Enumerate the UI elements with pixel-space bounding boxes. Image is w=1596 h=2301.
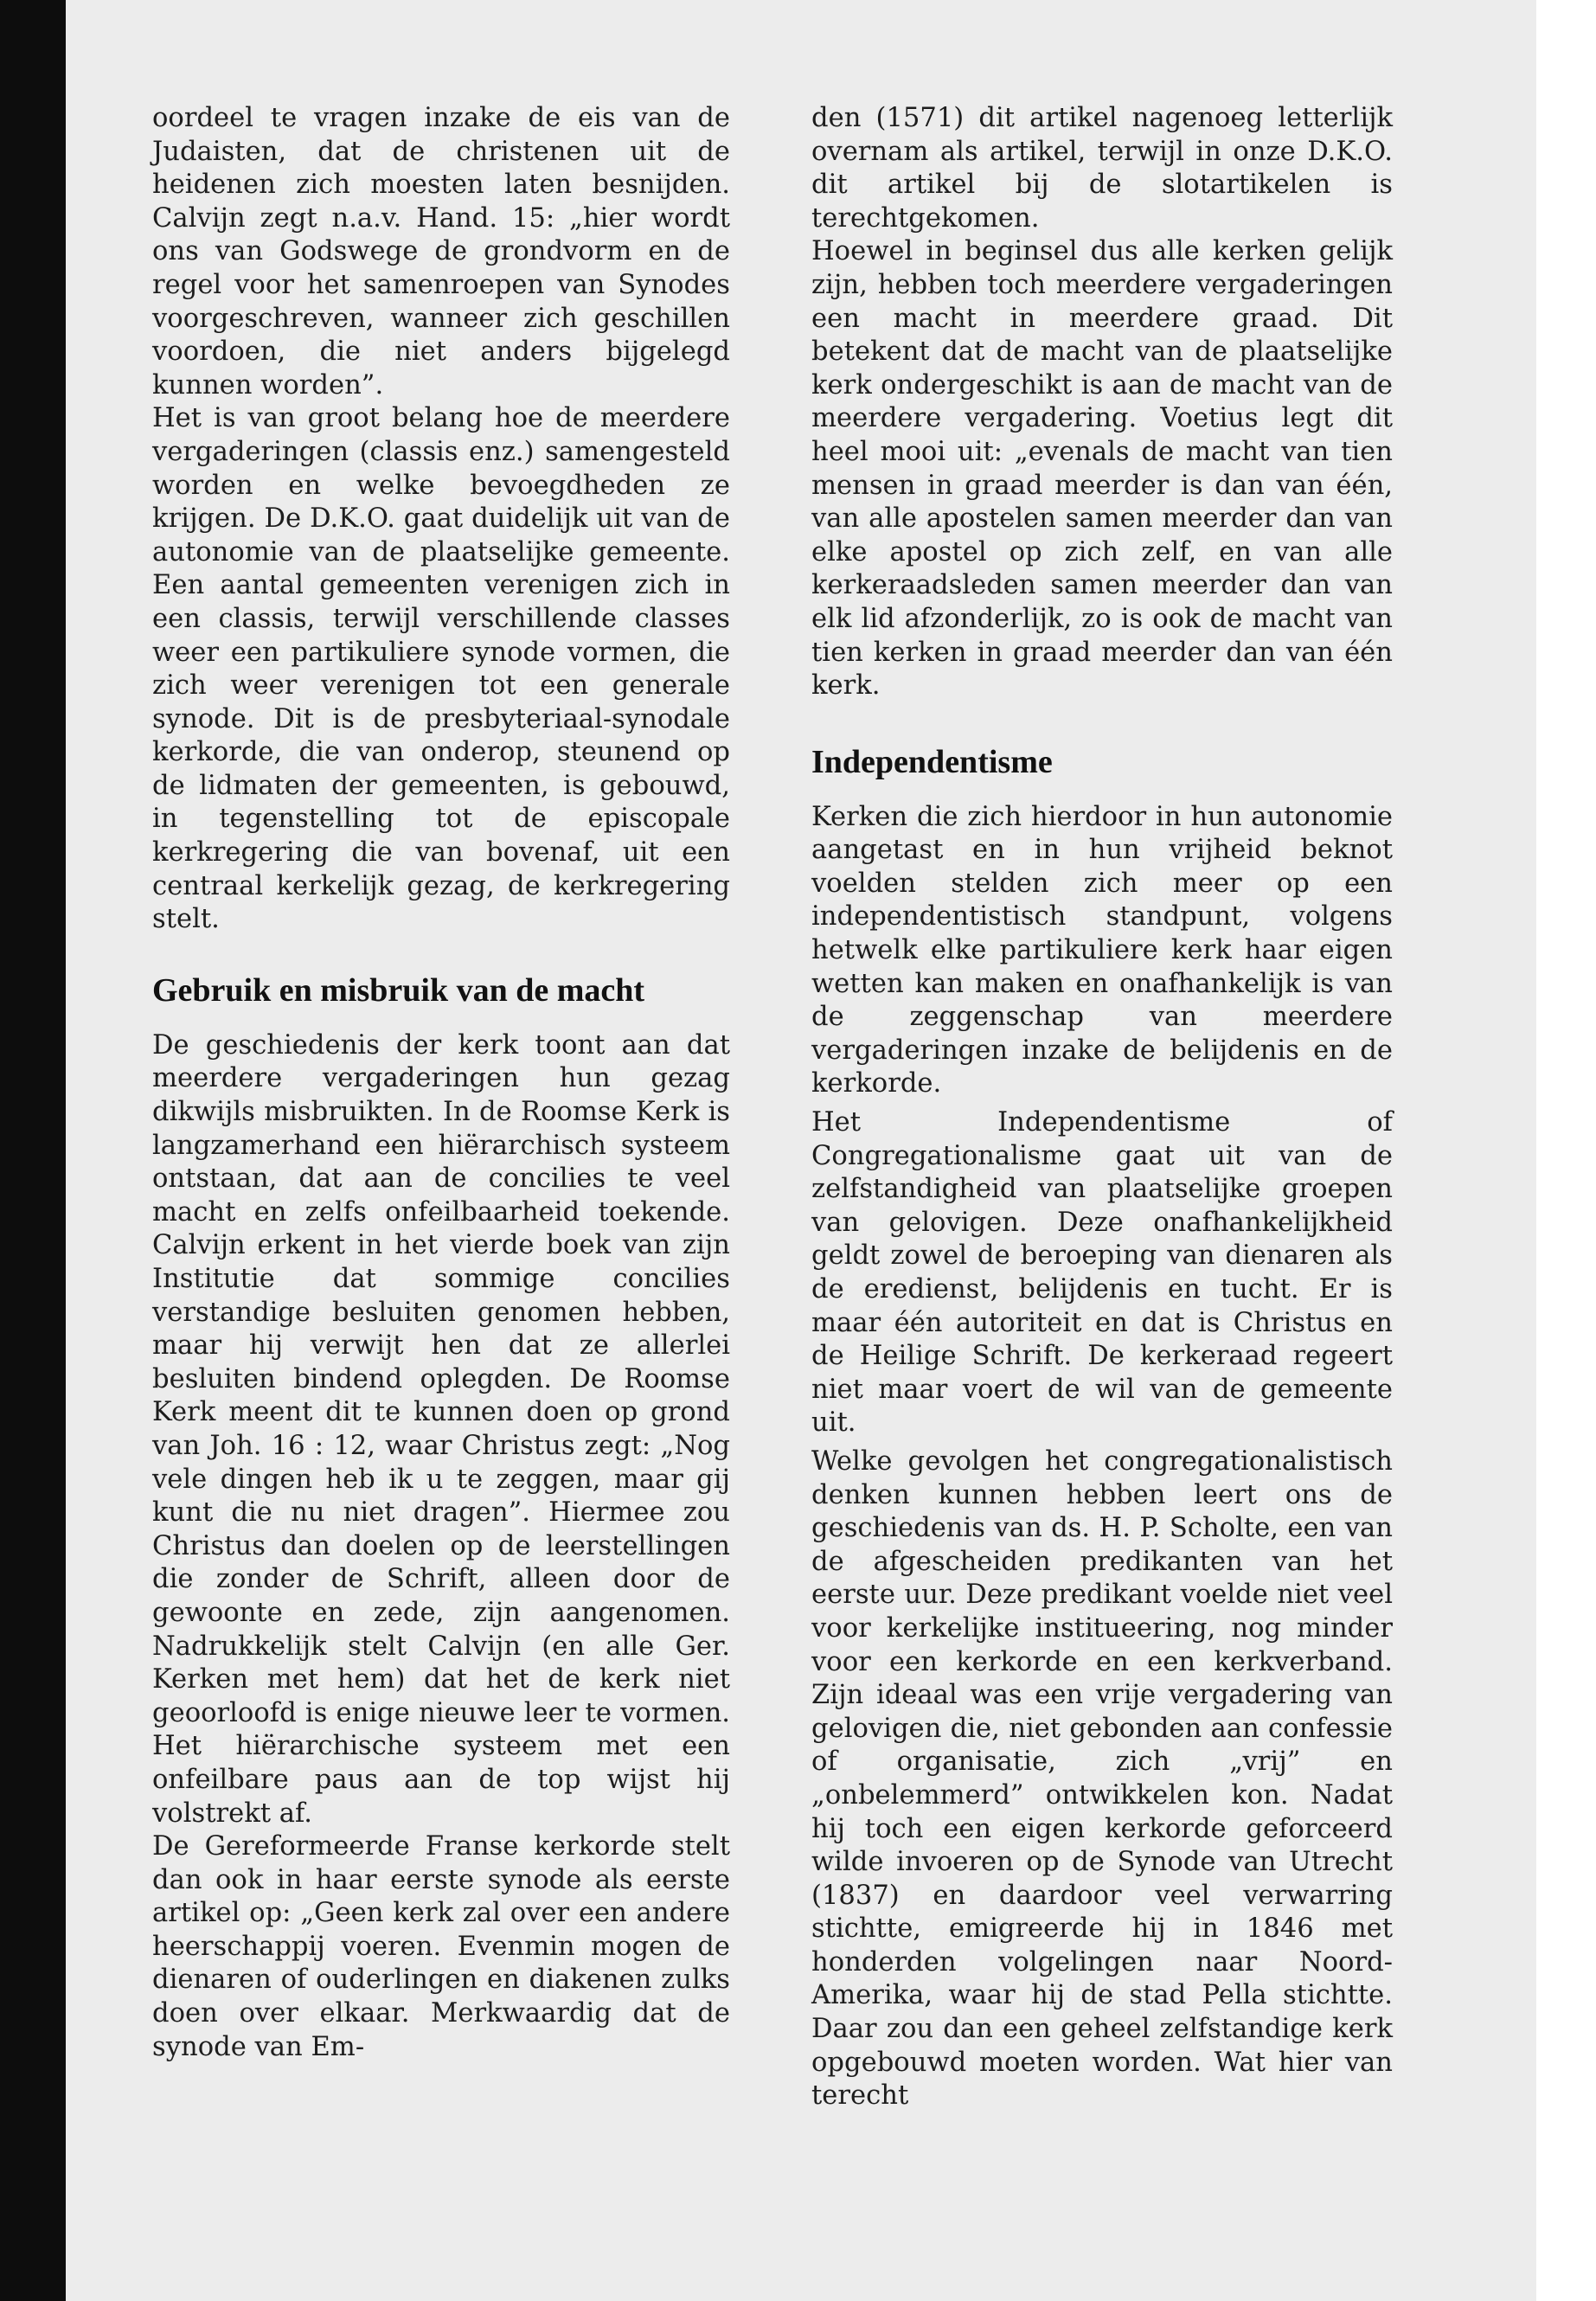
right-column <box>811 102 1393 2113</box>
left-paragraph-4: De Gereformeerde Franse kerkorde stelt dan ook in haar eerste synode als eerste artikel op: „Geen kerk zal over een andere heerschappij voeren. Evenmin mogen de dienaren of ouderlingen en diakenen zulks doen over elkaar. Merkwaardig dat de synode van Em- <box>152 1831 730 2062</box>
right-paragraph-4: Het Independentisme of Congregationalisme gaat uit van de zelfstandigheid van plaatselijke groepen van gelovigen. Deze onafhankelijkheid geldt zowel de beroeping van dienaren als de eredienst, belijdenis en tucht. Er is maar één autoriteit en dat is Christus en de Heilige Schrift. De kerkeraad regeert niet maar voert de wil van de gemeente uit. <box>811 1107 1393 1439</box>
section-heading-gebruik: Gebruik en misbruik van de macht <box>152 971 645 1009</box>
scan-dark-edge <box>0 0 66 2301</box>
right-paragraph-2: Hoewel in beginsel dus alle kerken gelijk zijn, hebben toch meerdere vergaderingen een macht in meerdere graad. Dit betekent dat de macht van de plaatselijke kerk ondergeschikt is aan de macht van de meerdere vergadering. Voetius legt dit heel mooi uit: „evenals de macht van tien mensen in graad meerder is dan van één, van alle apostelen samen meerder dan van elke apostel op zich zelf, en van alle kerkeraadsleden samen meerder dan van elk lid afzonderlijk, zo is ook de macht van tien kerken in graad meerder dan van één kerk. <box>811 236 1393 702</box>
right-paragraph-3: Kerken die zich hierdoor in hun autonomie aangetast en in hun vrijheid beknot voelden stelden zich meer op een independentistisch standpunt, volgens hetwelk elke partikuliere kerk haar eigen wetten kan maken en onafhankelijk is van de zeggenschap van meerdere vergaderingen inzake de belijdenis en de kerkorde. <box>811 801 1393 1099</box>
section-heading-independentisme: Independentisme <box>811 743 1053 780</box>
left-paragraph-2: Het is van groot belang hoe de meerdere vergaderingen (classis enz.) samengesteld worden en welke bevoegdheden ze krijgen. De D.K.O. gaat duidelijk uit van de autonomie van de plaatselijke gemeente. Een aantal gemeenten verenigen zich in een classis, terwijl verschillende classes weer een partikuliere synode vormen, die zich weer verenigen tot een generale synode. Dit is de presbyteriaal-synodale kerkorde, die van onderop, steunend op de lidmaten der gemeenten, is gebouwd, in tegenstelling tot de episcopale kerkregering die van bovenaf, uit een centraal kerkelijk gezag, de kerkregering stelt. <box>152 403 730 935</box>
left-column <box>152 102 730 2064</box>
right-paragraph-5: Welke gevolgen het congregationalistisch denken kunnen hebben leert ons de geschiedenis van ds. H. P. Scholte, een van de afgescheiden predikanten van het eerste uur. Deze predikant voelde niet veel voor kerkelijke institueering, nog minder voor een kerkorde en een kerkverband. Zijn ideaal was een vrije vergadering van gelovigen die, niet gebonden aan confessie of organisatie, zich „vrij” en „onbelemmerd” ontwikkelen kon. Nadat hij toch een eigen kerkorde geforceerd wilde invoeren op de Synode van Utrecht (1837) en daardoor veel verwarring stichtte, emigreerde hij in 1846 met honderden volgelingen naar Noord-Amerika, waar hij de stad Pella stichtte. Daar zou dan een geheel zelfstandige kerk opgebouwd moeten worden. Wat hier van terecht <box>811 1445 1393 2112</box>
left-paragraph-3: De geschiedenis der kerk toont aan dat meerdere vergaderingen hun gezag dikwijls misbruikten. In de Roomse Kerk is langzamerhand een hiërarchisch systeem ontstaan, dat aan de concilies te veel macht en zelfs onfeilbaarheid toekende. Calvijn erkent in het vierde boek van zijn Institutie dat sommige concilies verstandige besluiten genomen hebben, maar hij verwijt hen dat ze allerlei besluiten bindend oplegden. De Roomse Kerk meent dit te kunnen doen op grond van Joh. 16 : 12, waar Christus zegt: „Nog vele dingen heb ik u te zeggen, maar gij kunt die nu niet dragen”. Hiermee zou Christus dan doelen op de leerstellingen die zonder de Schrift, alleen door de gewoonte en zede, zijn aangenomen. Nadrukkelijk stelt Calvijn (en alle Ger. Kerken met hem) dat het de kerk niet geoorloofd is enige nieuwe leer te vormen. Het hiërarchische systeem met een onfeilbare paus aan de top wijst hij volstrekt af. <box>152 1029 730 1829</box>
right-paragraph-1: den (1571) dit artikel nagenoeg letterlijk overnam als artikel, terwijl in onze D.K.O. dit artikel bij de slotartikelen is terechtgekomen. <box>811 103 1393 234</box>
scan-white-margin <box>1536 0 1596 2301</box>
left-paragraph-1: oordeel te vragen inzake de eis van de Judaisten, dat de christenen uit de heidenen zich moesten laten besnijden. Calvijn zegt n.a.v. Hand. 15: „hier wordt ons van Godswege de grondvorm en de regel voor het samenroepen van Synodes voorgeschreven, wanneer zich geschillen voordoen, die niet anders bijgelegd kunnen worden”. <box>152 103 730 401</box>
